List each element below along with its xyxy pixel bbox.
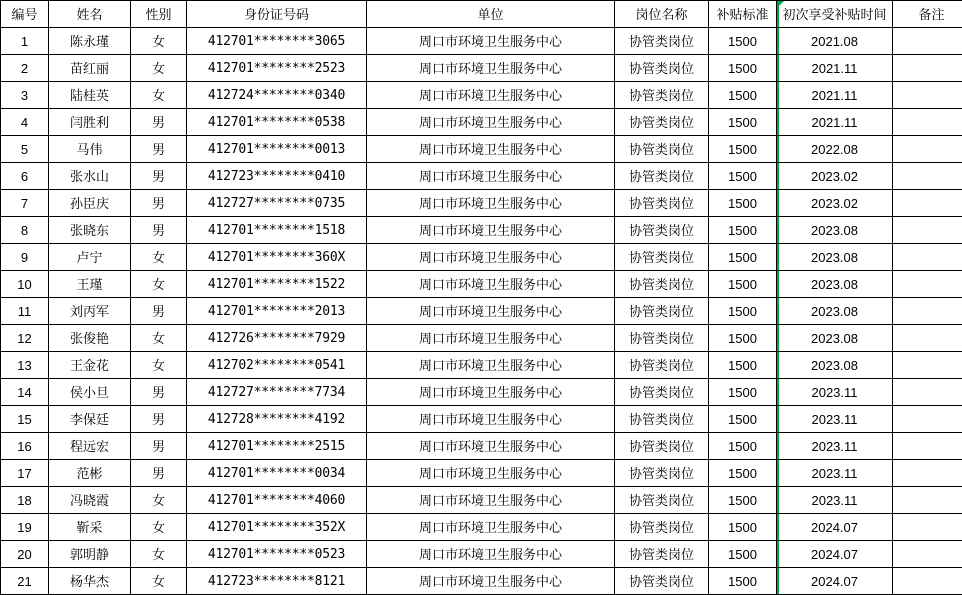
cell-name[interactable]: 范彬 bbox=[49, 460, 131, 487]
cell-unit[interactable]: 周口市环境卫生服务中心 bbox=[367, 433, 615, 460]
cell-subsidy-standard[interactable]: 1500 bbox=[709, 55, 777, 82]
cell-note[interactable] bbox=[893, 325, 962, 352]
cell-no[interactable]: 20 bbox=[1, 541, 49, 568]
cell-unit[interactable]: 周口市环境卫生服务中心 bbox=[367, 136, 615, 163]
cell-post-name[interactable]: 协管类岗位 bbox=[615, 514, 709, 541]
cell-first-subsidy-time[interactable]: 2023.02 bbox=[777, 190, 893, 217]
cell-name[interactable]: 王金花 bbox=[49, 352, 131, 379]
table-row[interactable] bbox=[1, 325, 962, 352]
cell-unit[interactable]: 周口市环境卫生服务中心 bbox=[367, 217, 615, 244]
cell-post-name[interactable]: 协管类岗位 bbox=[615, 325, 709, 352]
cell-no[interactable]: 14 bbox=[1, 379, 49, 406]
cell-post-name[interactable]: 协管类岗位 bbox=[615, 163, 709, 190]
cell-sex[interactable]: 女 bbox=[131, 514, 187, 541]
cell-no[interactable]: 17 bbox=[1, 460, 49, 487]
cell-subsidy-standard[interactable]: 1500 bbox=[709, 379, 777, 406]
cell-no[interactable]: 21 bbox=[1, 568, 49, 595]
cell-subsidy-standard[interactable]: 1500 bbox=[709, 352, 777, 379]
cell-sex[interactable]: 女 bbox=[131, 271, 187, 298]
cell-id-number[interactable]: 412701********2523 bbox=[187, 55, 367, 82]
header-id-number[interactable]: 身份证号码 bbox=[187, 1, 367, 28]
cell-no[interactable]: 3 bbox=[1, 82, 49, 109]
cell-unit[interactable]: 周口市环境卫生服务中心 bbox=[367, 163, 615, 190]
cell-post-name[interactable]: 协管类岗位 bbox=[615, 406, 709, 433]
cell-note[interactable] bbox=[893, 298, 962, 325]
cell-first-subsidy-time[interactable]: 2023.08 bbox=[777, 325, 893, 352]
cell-sex[interactable]: 女 bbox=[131, 28, 187, 55]
cell-subsidy-standard[interactable]: 1500 bbox=[709, 271, 777, 298]
cell-no[interactable]: 12 bbox=[1, 325, 49, 352]
table-row[interactable] bbox=[1, 190, 962, 217]
cell-note[interactable] bbox=[893, 568, 962, 595]
cell-note[interactable] bbox=[893, 244, 962, 271]
cell-first-subsidy-time[interactable]: 2023.11 bbox=[777, 487, 893, 514]
header-first-subsidy-time[interactable]: 初次享受补贴时间 bbox=[777, 1, 893, 28]
header-subsidy-standard[interactable]: 补贴标准 bbox=[709, 1, 777, 28]
cell-note[interactable] bbox=[893, 406, 962, 433]
cell-id-number[interactable]: 412727********0735 bbox=[187, 190, 367, 217]
cell-unit[interactable]: 周口市环境卫生服务中心 bbox=[367, 244, 615, 271]
cell-id-number[interactable]: 412701********0013 bbox=[187, 136, 367, 163]
cell-id-number[interactable]: 412726********7929 bbox=[187, 325, 367, 352]
cell-post-name[interactable]: 协管类岗位 bbox=[615, 217, 709, 244]
cell-unit[interactable]: 周口市环境卫生服务中心 bbox=[367, 406, 615, 433]
cell-name[interactable]: 王瑾 bbox=[49, 271, 131, 298]
cell-subsidy-standard[interactable]: 1500 bbox=[709, 541, 777, 568]
cell-first-subsidy-time[interactable]: 2023.08 bbox=[777, 298, 893, 325]
table-row[interactable] bbox=[1, 244, 962, 271]
cell-subsidy-standard[interactable]: 1500 bbox=[709, 244, 777, 271]
cell-id-number[interactable]: 412701********2013 bbox=[187, 298, 367, 325]
cell-unit[interactable]: 周口市环境卫生服务中心 bbox=[367, 352, 615, 379]
cell-name[interactable]: 陈永瑾 bbox=[49, 28, 131, 55]
cell-note[interactable] bbox=[893, 190, 962, 217]
cell-subsidy-standard[interactable]: 1500 bbox=[709, 514, 777, 541]
cell-first-subsidy-time[interactable]: 2023.11 bbox=[777, 406, 893, 433]
cell-no[interactable]: 1 bbox=[1, 28, 49, 55]
cell-name[interactable]: 马伟 bbox=[49, 136, 131, 163]
cell-id-number[interactable]: 412723********0410 bbox=[187, 163, 367, 190]
cell-unit[interactable]: 周口市环境卫生服务中心 bbox=[367, 109, 615, 136]
table-row[interactable] bbox=[1, 514, 962, 541]
cell-sex[interactable]: 女 bbox=[131, 541, 187, 568]
cell-note[interactable] bbox=[893, 433, 962, 460]
table-row[interactable] bbox=[1, 487, 962, 514]
cell-unit[interactable]: 周口市环境卫生服务中心 bbox=[367, 298, 615, 325]
cell-name[interactable]: 侯小旦 bbox=[49, 379, 131, 406]
header-note[interactable]: 备注 bbox=[893, 1, 962, 28]
cell-no[interactable]: 6 bbox=[1, 163, 49, 190]
cell-sex[interactable]: 女 bbox=[131, 244, 187, 271]
cell-name[interactable]: 卢宁 bbox=[49, 244, 131, 271]
cell-unit[interactable]: 周口市环境卫生服务中心 bbox=[367, 82, 615, 109]
cell-first-subsidy-time[interactable]: 2024.07 bbox=[777, 541, 893, 568]
cell-first-subsidy-time[interactable]: 2021.11 bbox=[777, 82, 893, 109]
cell-no[interactable]: 8 bbox=[1, 217, 49, 244]
cell-subsidy-standard[interactable]: 1500 bbox=[709, 487, 777, 514]
cell-id-number[interactable]: 412727********7734 bbox=[187, 379, 367, 406]
cell-note[interactable] bbox=[893, 352, 962, 379]
cell-id-number[interactable]: 412701********0523 bbox=[187, 541, 367, 568]
cell-sex[interactable]: 女 bbox=[131, 55, 187, 82]
cell-id-number[interactable]: 412701********0538 bbox=[187, 109, 367, 136]
cell-post-name[interactable]: 协管类岗位 bbox=[615, 433, 709, 460]
cell-note[interactable] bbox=[893, 541, 962, 568]
table-row[interactable] bbox=[1, 298, 962, 325]
cell-subsidy-standard[interactable]: 1500 bbox=[709, 217, 777, 244]
table-row[interactable] bbox=[1, 433, 962, 460]
cell-note[interactable] bbox=[893, 28, 962, 55]
header-unit[interactable]: 单位 bbox=[367, 1, 615, 28]
cell-unit[interactable]: 周口市环境卫生服务中心 bbox=[367, 190, 615, 217]
cell-post-name[interactable]: 协管类岗位 bbox=[615, 244, 709, 271]
cell-note[interactable] bbox=[893, 136, 962, 163]
cell-first-subsidy-time[interactable]: 2023.11 bbox=[777, 379, 893, 406]
cell-note[interactable] bbox=[893, 487, 962, 514]
cell-id-number[interactable]: 412701********2515 bbox=[187, 433, 367, 460]
table-row[interactable] bbox=[1, 406, 962, 433]
cell-id-number[interactable]: 412723********8121 bbox=[187, 568, 367, 595]
cell-post-name[interactable]: 协管类岗位 bbox=[615, 28, 709, 55]
table-row[interactable] bbox=[1, 271, 962, 298]
table-row[interactable] bbox=[1, 28, 962, 55]
table-header-row bbox=[1, 1, 962, 28]
cell-name[interactable]: 刘丙军 bbox=[49, 298, 131, 325]
cell-sex[interactable]: 男 bbox=[131, 460, 187, 487]
cell-subsidy-standard[interactable]: 1500 bbox=[709, 163, 777, 190]
cell-sex[interactable]: 男 bbox=[131, 406, 187, 433]
cell-first-subsidy-time[interactable]: 2023.11 bbox=[777, 460, 893, 487]
cell-sex[interactable]: 男 bbox=[131, 379, 187, 406]
cell-first-subsidy-time[interactable]: 2023.08 bbox=[777, 217, 893, 244]
cell-post-name[interactable]: 协管类岗位 bbox=[615, 136, 709, 163]
cell-note[interactable] bbox=[893, 217, 962, 244]
cell-first-subsidy-time[interactable]: 2023.08 bbox=[777, 271, 893, 298]
cell-subsidy-standard[interactable]: 1500 bbox=[709, 82, 777, 109]
table-row[interactable] bbox=[1, 136, 962, 163]
cell-id-number[interactable]: 412728********4192 bbox=[187, 406, 367, 433]
cell-unit[interactable]: 周口市环境卫生服务中心 bbox=[367, 568, 615, 595]
cell-sex[interactable]: 女 bbox=[131, 487, 187, 514]
table-row[interactable] bbox=[1, 379, 962, 406]
cell-no[interactable]: 15 bbox=[1, 406, 49, 433]
cell-subsidy-standard[interactable]: 1500 bbox=[709, 460, 777, 487]
cell-subsidy-standard[interactable]: 1500 bbox=[709, 109, 777, 136]
cell-post-name[interactable]: 协管类岗位 bbox=[615, 82, 709, 109]
table-row[interactable] bbox=[1, 352, 962, 379]
cell-sex[interactable]: 男 bbox=[131, 163, 187, 190]
cell-post-name[interactable]: 协管类岗位 bbox=[615, 379, 709, 406]
header-name[interactable]: 姓名 bbox=[49, 1, 131, 28]
table-row[interactable] bbox=[1, 460, 962, 487]
cell-id-number[interactable]: 412701********352X bbox=[187, 514, 367, 541]
cell-unit[interactable]: 周口市环境卫生服务中心 bbox=[367, 460, 615, 487]
cell-subsidy-standard[interactable]: 1500 bbox=[709, 568, 777, 595]
cell-no[interactable]: 16 bbox=[1, 433, 49, 460]
cell-name[interactable]: 闫胜利 bbox=[49, 109, 131, 136]
cell-first-subsidy-time[interactable]: 2023.02 bbox=[777, 163, 893, 190]
cell-note[interactable] bbox=[893, 460, 962, 487]
cell-no[interactable]: 18 bbox=[1, 487, 49, 514]
cell-unit[interactable]: 周口市环境卫生服务中心 bbox=[367, 487, 615, 514]
cell-post-name[interactable]: 协管类岗位 bbox=[615, 352, 709, 379]
table-row[interactable] bbox=[1, 55, 962, 82]
cell-sex[interactable]: 女 bbox=[131, 325, 187, 352]
cell-id-number[interactable]: 412701********1522 bbox=[187, 271, 367, 298]
cell-subsidy-standard[interactable]: 1500 bbox=[709, 433, 777, 460]
cell-first-subsidy-time[interactable]: 2023.08 bbox=[777, 352, 893, 379]
cell-note[interactable] bbox=[893, 379, 962, 406]
cell-unit[interactable]: 周口市环境卫生服务中心 bbox=[367, 514, 615, 541]
cell-note[interactable] bbox=[893, 163, 962, 190]
table-row[interactable] bbox=[1, 541, 962, 568]
cell-note[interactable] bbox=[893, 55, 962, 82]
cell-post-name[interactable]: 协管类岗位 bbox=[615, 55, 709, 82]
cell-post-name[interactable]: 协管类岗位 bbox=[615, 460, 709, 487]
header-post-name[interactable]: 岗位名称 bbox=[615, 1, 709, 28]
cell-sex[interactable]: 男 bbox=[131, 136, 187, 163]
cell-name[interactable]: 郭明静 bbox=[49, 541, 131, 568]
cell-name[interactable]: 陆桂英 bbox=[49, 82, 131, 109]
table-row[interactable] bbox=[1, 82, 962, 109]
cell-id-number[interactable]: 412702********0541 bbox=[187, 352, 367, 379]
table-row[interactable] bbox=[1, 217, 962, 244]
cell-subsidy-standard[interactable]: 1500 bbox=[709, 298, 777, 325]
table-row[interactable] bbox=[1, 568, 962, 595]
cell-post-name[interactable]: 协管类岗位 bbox=[615, 541, 709, 568]
cell-subsidy-standard[interactable]: 1500 bbox=[709, 136, 777, 163]
cell-no[interactable]: 11 bbox=[1, 298, 49, 325]
cell-name[interactable]: 杨华杰 bbox=[49, 568, 131, 595]
cell-first-subsidy-time[interactable]: 2024.07 bbox=[777, 514, 893, 541]
cell-sex[interactable]: 男 bbox=[131, 109, 187, 136]
cell-first-subsidy-time[interactable]: 2021.11 bbox=[777, 55, 893, 82]
cell-sex[interactable]: 男 bbox=[131, 190, 187, 217]
cell-name[interactable]: 程远宏 bbox=[49, 433, 131, 460]
cell-subsidy-standard[interactable]: 1500 bbox=[709, 190, 777, 217]
cell-first-subsidy-time[interactable]: 2021.11 bbox=[777, 109, 893, 136]
cell-post-name[interactable]: 协管类岗位 bbox=[615, 568, 709, 595]
cell-unit[interactable]: 周口市环境卫生服务中心 bbox=[367, 271, 615, 298]
cell-name[interactable]: 苗红丽 bbox=[49, 55, 131, 82]
cell-no[interactable]: 5 bbox=[1, 136, 49, 163]
cell-post-name[interactable]: 协管类岗位 bbox=[615, 190, 709, 217]
cell-post-name[interactable]: 协管类岗位 bbox=[615, 271, 709, 298]
cell-unit[interactable]: 周口市环境卫生服务中心 bbox=[367, 541, 615, 568]
cell-subsidy-standard[interactable]: 1500 bbox=[709, 325, 777, 352]
cell-name[interactable]: 孙臣庆 bbox=[49, 190, 131, 217]
cell-post-name[interactable]: 协管类岗位 bbox=[615, 487, 709, 514]
cell-first-subsidy-time[interactable]: 2021.08 bbox=[777, 28, 893, 55]
header-sex[interactable]: 性别 bbox=[131, 1, 187, 28]
cell-post-name[interactable]: 协管类岗位 bbox=[615, 298, 709, 325]
cell-name[interactable]: 冯晓霞 bbox=[49, 487, 131, 514]
header-no[interactable]: 编号 bbox=[1, 1, 49, 28]
cell-no[interactable]: 13 bbox=[1, 352, 49, 379]
cell-note[interactable] bbox=[893, 271, 962, 298]
cell-name[interactable]: 张俊艳 bbox=[49, 325, 131, 352]
cell-note[interactable] bbox=[893, 514, 962, 541]
cell-first-subsidy-time[interactable]: 2023.11 bbox=[777, 433, 893, 460]
cell-id-number[interactable]: 412701********3065 bbox=[187, 28, 367, 55]
table-row[interactable] bbox=[1, 109, 962, 136]
cell-first-subsidy-time[interactable]: 2024.07 bbox=[777, 568, 893, 595]
cell-note[interactable] bbox=[893, 109, 962, 136]
cell-sex[interactable]: 女 bbox=[131, 352, 187, 379]
cell-no[interactable]: 10 bbox=[1, 271, 49, 298]
cell-subsidy-standard[interactable]: 1500 bbox=[709, 28, 777, 55]
cell-sex[interactable]: 男 bbox=[131, 298, 187, 325]
cell-name[interactable]: 张晓东 bbox=[49, 217, 131, 244]
cell-no[interactable]: 9 bbox=[1, 244, 49, 271]
cell-id-number[interactable]: 412701********1518 bbox=[187, 217, 367, 244]
cell-post-name[interactable]: 协管类岗位 bbox=[615, 109, 709, 136]
cell-id-number[interactable]: 412701********0034 bbox=[187, 460, 367, 487]
cell-unit[interactable]: 周口市环境卫生服务中心 bbox=[367, 325, 615, 352]
cell-no[interactable]: 19 bbox=[1, 514, 49, 541]
cell-first-subsidy-time[interactable]: 2023.08 bbox=[777, 244, 893, 271]
table-row[interactable] bbox=[1, 163, 962, 190]
table-body bbox=[1, 28, 962, 595]
cell-unit[interactable]: 周口市环境卫生服务中心 bbox=[367, 55, 615, 82]
cell-no[interactable]: 2 bbox=[1, 55, 49, 82]
cell-sex[interactable]: 男 bbox=[131, 217, 187, 244]
cell-subsidy-standard[interactable]: 1500 bbox=[709, 406, 777, 433]
cell-id-number[interactable]: 412724********0340 bbox=[187, 82, 367, 109]
cell-sex[interactable]: 男 bbox=[131, 433, 187, 460]
cell-unit[interactable]: 周口市环境卫生服务中心 bbox=[367, 28, 615, 55]
cell-sex[interactable]: 女 bbox=[131, 568, 187, 595]
cell-id-number[interactable]: 412701********4060 bbox=[187, 487, 367, 514]
cell-no[interactable]: 4 bbox=[1, 109, 49, 136]
cell-no[interactable]: 7 bbox=[1, 190, 49, 217]
cell-sex[interactable]: 女 bbox=[131, 82, 187, 109]
cell-name[interactable]: 张水山 bbox=[49, 163, 131, 190]
cell-id-number[interactable]: 412701********360X bbox=[187, 244, 367, 271]
cell-first-subsidy-time[interactable]: 2022.08 bbox=[777, 136, 893, 163]
cell-unit[interactable]: 周口市环境卫生服务中心 bbox=[367, 379, 615, 406]
cell-name[interactable]: 李保廷 bbox=[49, 406, 131, 433]
cell-note[interactable] bbox=[893, 82, 962, 109]
cell-name[interactable]: 靳采 bbox=[49, 514, 131, 541]
